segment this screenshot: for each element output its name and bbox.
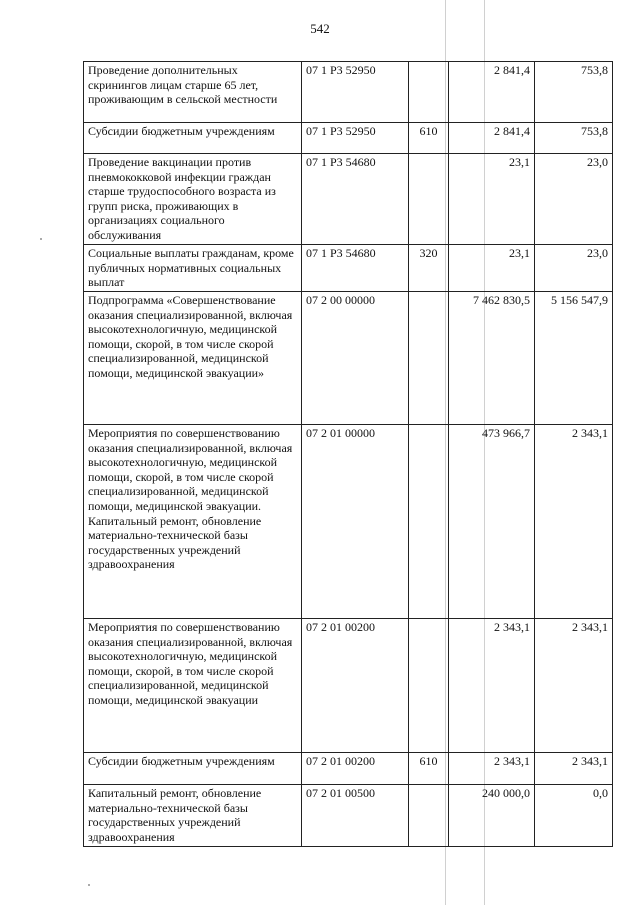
row-sum2-cell: 753,8 <box>535 123 613 154</box>
row-type-cell: 610 <box>409 753 449 785</box>
row-code-cell: 07 1 Р3 54680 <box>302 245 409 292</box>
row-type-cell <box>409 154 449 245</box>
table-row <box>84 154 613 245</box>
row-sum2-cell: 2 343,1 <box>535 753 613 785</box>
row-code-cell: 07 2 00 00000 <box>302 292 409 425</box>
row-sum2-cell: 23,0 <box>535 154 613 245</box>
row-code-cell: 07 1 Р3 52950 <box>302 62 409 123</box>
row-name-cell: Социальные выплаты гражданам, кроме публичных нормативных социальных выплат <box>84 245 302 292</box>
table-row <box>84 123 613 154</box>
row-sum2-cell: 2 343,1 <box>535 425 613 619</box>
row-type-cell <box>409 425 449 619</box>
row-code-cell: 07 1 Р3 54680 <box>302 154 409 245</box>
row-sum1-cell: 2 343,1 <box>449 753 535 785</box>
row-sum1-cell: 2 841,4 <box>449 62 535 123</box>
row-code-cell: 07 2 01 00200 <box>302 619 409 753</box>
table-row <box>84 425 613 619</box>
row-type-cell: 320 <box>409 245 449 292</box>
row-sum1-cell: 2 343,1 <box>449 619 535 753</box>
table-row <box>84 753 613 785</box>
row-sum1-cell: 2 841,4 <box>449 123 535 154</box>
table-row <box>84 619 613 753</box>
table-row <box>84 292 613 425</box>
page-number: 542 <box>310 21 330 36</box>
row-sum2-cell: 753,8 <box>535 62 613 123</box>
row-name-cell: Проведение вакцинации против пневмококковой инфекции граждан старше трудоспособного возраста из групп риска, проживающих в организациях социального обслуживания <box>84 154 302 245</box>
table-row <box>84 62 613 123</box>
scan-speck <box>40 238 42 240</box>
budget-table <box>83 61 613 847</box>
row-type-cell <box>409 62 449 123</box>
row-name-cell: Субсидии бюджетным учреждениям <box>84 753 302 785</box>
row-name-cell: Субсидии бюджетным учреждениям <box>84 123 302 154</box>
row-sum2-cell: 5 156 547,9 <box>535 292 613 425</box>
row-sum1-cell: 23,1 <box>449 245 535 292</box>
row-sum1-cell: 23,1 <box>449 154 535 245</box>
row-sum2-cell: 2 343,1 <box>535 619 613 753</box>
row-code-cell: 07 2 01 00200 <box>302 753 409 785</box>
row-sum1-cell: 7 462 830,5 <box>449 292 535 425</box>
table-row <box>84 785 613 847</box>
row-sum2-cell: 23,0 <box>535 245 613 292</box>
row-type-cell <box>409 619 449 753</box>
row-code-cell: 07 2 01 00000 <box>302 425 409 619</box>
row-type-cell <box>409 292 449 425</box>
row-code-cell: 07 2 01 00500 <box>302 785 409 847</box>
row-name-cell: Проведение дополнительных скринингов лицам старше 65 лет, проживающим в сельской местности <box>84 62 302 123</box>
row-sum1-cell: 473 966,7 <box>449 425 535 619</box>
row-code-cell: 07 1 Р3 52950 <box>302 123 409 154</box>
row-name-cell: Мероприятия по совершенствованию оказания специализированной, включая высокотехнологичную, медицинской помощи, скорой, в том числе скорой специализированной, медицинской помощи, медицинской эвакуации <box>84 619 302 753</box>
table-row <box>84 245 613 292</box>
row-name-cell: Капитальный ремонт, обновление материально-технической базы государственных учреждений здравоохранения <box>84 785 302 847</box>
row-type-cell <box>409 785 449 847</box>
row-sum2-cell: 0,0 <box>535 785 613 847</box>
row-type-cell: 610 <box>409 123 449 154</box>
row-sum1-cell: 240 000,0 <box>449 785 535 847</box>
row-name-cell: Мероприятия по совершенствованию оказания специализированной, включая высокотехнологичную, медицинской помощи, скорой, в том числе скорой специализированной, медицинской помощи, медицинской эвакуации. Капитальный ремонт, обновление материально-технической базы государственных учреждений здравоохранения <box>84 425 302 619</box>
row-name-cell: Подпрограмма «Совершенствование оказания специализированной, включая высокотехнологичную, медицинской помощи, скорой, в том числе скорой специализированной, медицинской помощи, медицинской эвакуации» <box>84 292 302 425</box>
scan-speck <box>88 884 90 886</box>
